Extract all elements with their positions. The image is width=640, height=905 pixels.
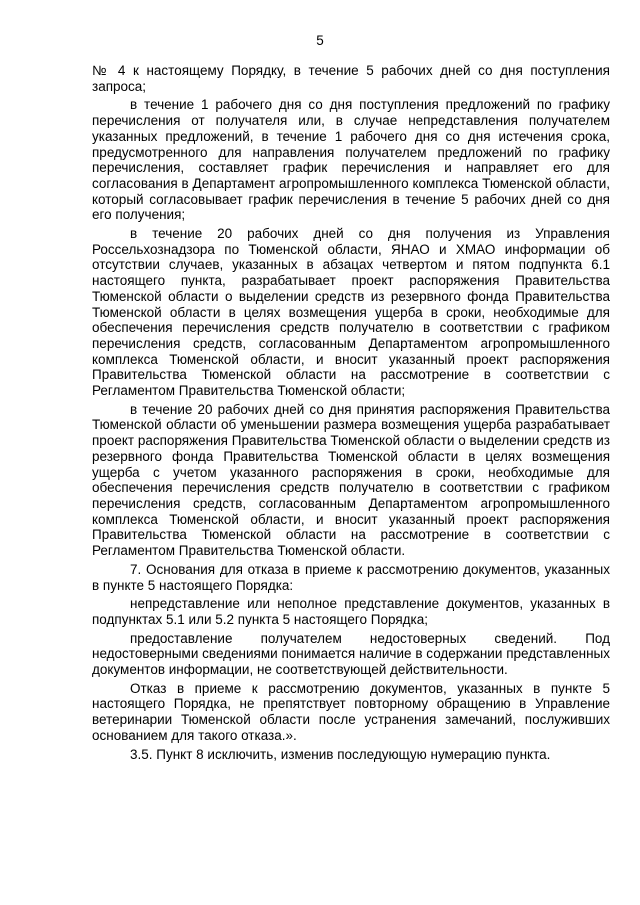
paragraph-clause-3-5: 3.5. Пункт 8 исключить, изменив последующую нумерацию пункта.	[130, 746, 551, 762]
paragraph-twenty-days-receipt: в течение 20 рабочих дней со дня получения из Управления Россельхознадзора по Тюменской области, ЯНАО и ХМАО информации об отсутствии случаев, указанных в абзацах четвертом и пятом подпункта 6.1 настоящего пункта, разрабатывает проект распоряжения Правительства Тюменской области о выделении средств из резервного фонда Правительства Тюменской области в целях возмещения ущерба в сроки, необходимые для обеспечения перечисления средств получателю в соответствии с графиком перечисления средств, согласованным Департаментом агропромышленного комплекса Тюменской области, и вносит указанный проект распоряжения Правительства Тюменской области на рассмотрение в соответствии с Регламентом Правительства Тюменской области;	[92, 226, 610, 399]
document-body	[92, 63, 610, 765]
paragraph-incomplete-docs: непредставление или неполное представление документов, указанных в подпунктах 5.1 или 5.2 пункта 5 настоящего Порядка;	[92, 596, 610, 627]
paragraph-refusal-note: Отказ в приеме к рассмотрению документов, указанных в пункте 5 настоящего Порядка, не препятствует повторному обращению в Управление ветеринарии Тюменской области после устранения замечаний, послуживших основанием для такого отказа.».	[92, 680, 610, 743]
paragraph-false-info: предоставление получателем недостоверных сведений. Под недостоверными сведениями понимается наличие в содержании представленных документов информации, не соответствующей действительности.	[92, 630, 610, 678]
paragraph-continuation: № 4 к настоящему Порядку, в течение 5 рабочих дней со дня поступления запроса;	[92, 63, 610, 94]
paragraph-schedule-day: в течение 1 рабочего дня со дня поступления предложений по графику перечисления от получателя или, в случае непредставления получателем указанных предложений, в течение 1 рабочего дня со дня истечения срока, предусмотренного для направления получателем предложений по графику перечисления, составляет график перечисления и направляет его для согласования в Департамент агропромышленного комплекса Тюменской области, который согласовывает график перечисления в течение 5 рабочих дней со дня его получения;	[92, 97, 610, 223]
paragraph-refusal-grounds: 7. Основания для отказа в приеме к рассмотрению документов, указанных в пункте 5 настоящего Порядка:	[92, 561, 610, 593]
page-number: 5	[316, 33, 324, 48]
paragraph-twenty-days-decision: в течение 20 рабочих дней со дня принятия распоряжения Правительства Тюменской области об уменьшении размера возмещения ущерба разрабатывает проект распоряжения Правительства Тюменской области о выделении средств из резервного фонда Правительства Тюменской области в целях возмещения ущерба с учетом указанного распоряжения в сроки, необходимые для обеспечения перечисления средств получателю в соответствии с графиком перечисления средств, согласованным Департаментом агропромышленного комплекса Тюменской области, и вносит указанный проект распоряжения Правительства Тюменской области на рассмотрение в соответствии с Регламентом Правительства Тюменской области.	[92, 401, 610, 559]
